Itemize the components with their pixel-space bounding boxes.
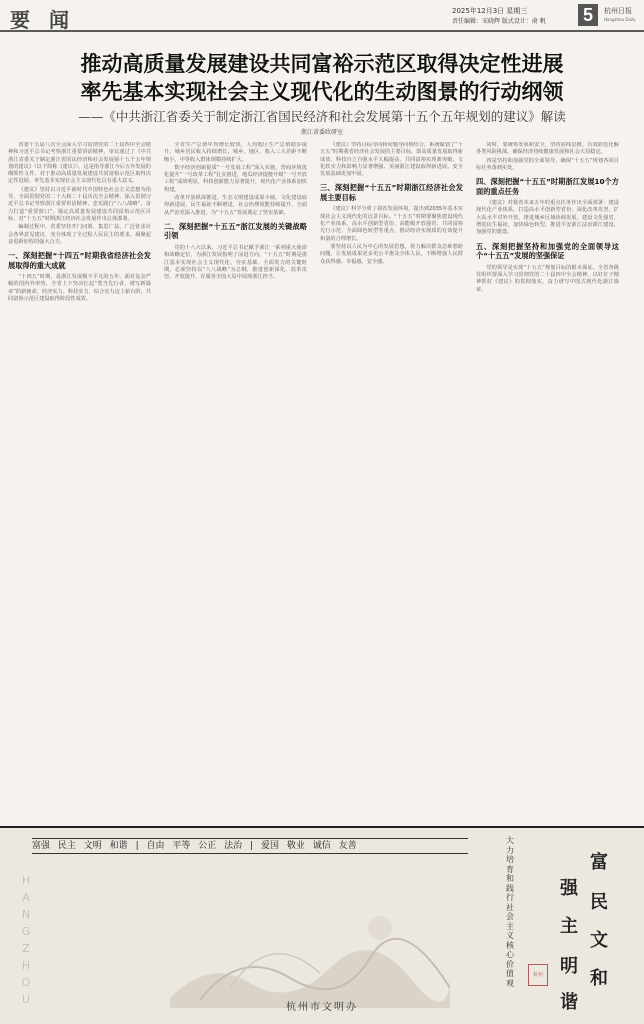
value-word: 和谐: [109, 841, 128, 851]
tagline-char: 会: [506, 912, 514, 921]
section-heading-4: 四、深刻把握“十五五”时期浙江发展10个方面的重点任务: [476, 177, 619, 196]
paragraph: 省委十五届八次全会深入学习贯彻党的二十届四中全会精神和习近平总书记考察浙江重要讲话精神，审议通过了《中共浙江省委关于制定浙江省国民经济和社会发展第十五个五年规划的建议》（以下简称《建议》）。这是指导浙江今后五年发展的纲领性文件，对于推动高质量发展建设共同富裕示范区取得决定性进展、率先基本实现社会主义现代化具有重大意义。: [8, 142, 151, 185]
byline: 浙江省委政研室: [300, 129, 343, 136]
tagline-char: 社: [506, 902, 514, 912]
value-word: 文明: [83, 841, 102, 851]
issue-date: 2025年12月3日 星期三: [452, 7, 528, 15]
value-word: 平等: [172, 841, 191, 851]
watermark-letter: U: [21, 993, 39, 1006]
watermark-letters: [20, 872, 40, 1008]
core-values-calligraphy: [560, 848, 620, 1013]
tagline-char: 培: [506, 855, 514, 864]
calligraphy-char: 富: [590, 852, 608, 873]
editor-credits: 责任编辑：宋晓辉 版式设计：俞 帆: [452, 18, 546, 25]
value-word: 公正: [198, 841, 217, 851]
watermark-letter: A: [22, 891, 38, 904]
tagline-char: 主: [506, 921, 514, 931]
tagline-char: 值: [506, 969, 514, 978]
calligraphy-char: 主: [560, 916, 578, 937]
tagline-char: 育: [506, 864, 514, 874]
paragraph: 改革开放纵深推进，生态文明建设成果丰硕，文化建设取得新进展，民生福祉不断增进，社会治理效能持续提升，全面从严治党深入推进，为“十五五”发展奠定了坚实基础。: [164, 195, 307, 216]
paragraph: 全省生产总值年均增长较快，人均地区生产总值稳步提升，城乡居民收入持续增长，城乡、地区、收入三大差距不断缩小，中等收入群体规模持续扩大。: [164, 142, 307, 163]
tagline-char: 和: [506, 874, 514, 883]
watermark-letter: H: [21, 959, 39, 972]
watermark-letter: N: [21, 908, 39, 921]
ad-tagline: [502, 836, 518, 988]
paragraph: “十四五”时期，是浙江发展极不平凡的五年。面对复杂严峻的国内外形势，全省上下坚决扛起“勇当先行者、谱写新篇章”的新使命，经济实力、科技实力、综合实力迈上新台阶，共同富裕示范区建设取得阶段性成效。: [8, 274, 151, 303]
tagline-char: 力: [506, 845, 514, 855]
article-column-3: [320, 142, 463, 826]
article-column-1: [8, 142, 151, 826]
tagline-char: 义: [506, 931, 514, 940]
paragraph: 编制过程中，省委坚持开门问策、集思广益，广泛征求社会各界意见建议，充分体现了全过程人民民主的要求，凝聚起奋进新征程的强大合力。: [8, 224, 151, 245]
paragraph: 《建议》对我省未来五年的重点任务作出全面部署：建设现代化产业体系，打造高水平创新型省份，深化改革攻坚，扩大高水平对外开放，推进城乡区域协调发展，建设文化强省，增进民生福祉，加快绿色转型，推进平安浙江法治浙江建设，加强党的建设。: [476, 200, 619, 236]
value-word: 敬业: [286, 841, 305, 851]
section-heading-2: 二、深刻把握“十五五”浙江发展的关键战略引领: [164, 221, 307, 241]
tagline-char: 大: [506, 836, 514, 845]
watermark-letter: Z: [22, 942, 38, 955]
subtitle: ——《中共浙江省委关于制定浙江省国民经济和社会发展第十五个五年规划的建议》解读: [78, 109, 566, 124]
tagline-char: 行: [506, 893, 514, 902]
calligraphy-char: 和: [590, 968, 608, 989]
paragraph: 《建议》科学分析了我省发展环境，提出到2035年基本实现社会主义现代化的远景目标。“十五五”时期要聚焦建设现代化产业体系、高水平创新型省份、高能级开放强省、共同富裕先行示范、全面绿色转型等重点，推动经济实现质的有效提升和量的合理增长。: [320, 206, 463, 242]
public-service-ad: [0, 828, 644, 1024]
calligraphy-char: 民: [590, 892, 608, 913]
value-word: 民主: [57, 841, 76, 851]
value-word: 爱国: [260, 841, 279, 851]
page-number: 5: [578, 4, 598, 26]
watermark-letter: G: [21, 925, 39, 938]
paragraph: 四是坚持和加强党的全面领导，确保“十五五”规划各项目标任务落到实处。: [476, 157, 619, 171]
article-column-2: [164, 142, 307, 826]
calligraphy-char: 强: [560, 878, 578, 899]
tagline-char: 核: [506, 940, 514, 950]
section-heading-3: 三、深刻把握“十五五”时期浙江经济社会发展主要目标: [320, 183, 463, 202]
paragraph: 要坚持以人民为中心的发展思想，着力解决群众急难愁盼问题，让发展成果更多更公平惠及全体人民，不断增强人民群众获得感、幸福感、安全感。: [320, 243, 463, 265]
red-seal: 杭州: [528, 964, 548, 986]
watermark-letter: O: [21, 976, 39, 989]
paragraph: 党的领导是实现“十五五”规划目标的根本保证。全省各级党组织要深入学习贯彻党的二十届四中全会精神，以钉钉子精神抓好《建议》的贯彻落实，奋力谱写中国式现代化浙江篇章。: [476, 264, 619, 293]
paragraph: 同时，要统筹发展和安全，坚持底线思维，有效防范化解各类风险挑战，确保经济持续健康发展和社会大局稳定。: [476, 142, 619, 156]
section-heading-1: 一、深刻把握“十四五”时期我省经济社会发展取得的重大成就: [8, 251, 151, 270]
watermark-letter: H: [21, 874, 39, 887]
value-word: 法治: [224, 841, 243, 851]
page-header: [0, 0, 644, 32]
paper-name-en: Hangzhou Daily: [604, 17, 636, 22]
tagline-char: 观: [506, 978, 514, 988]
value-word: 富强: [32, 841, 51, 851]
tagline-char: 心: [506, 950, 514, 959]
calligraphy-char: 谐: [560, 992, 578, 1013]
paragraph: 《建议》坚持目标导向和问题导向相结合，系统谋划了“十五五”时期我省经济社会发展的主要目标，即高质量发展取得新成效、科技自立自强水平大幅提高、共同富裕实现新突破、文化软实力和影响力显著增强、美丽浙江建设取得新进展、安全发展基础更加牢固。: [320, 142, 463, 178]
headline-line-1: 推动高质量发展建设共同富裕示范区取得决定性进展: [80, 51, 564, 76]
core-values-bar: 富强 民主 文明 和谐 | 自由 平等 公正 法治 | 爱国 敬业 诚信 友善: [32, 838, 468, 854]
section-label: 要 闻: [10, 8, 75, 32]
tagline-char: 价: [506, 959, 514, 969]
paragraph: 数字经济创新提质“一号发展工程”深入实施，营商环境优化提升“一号改革工程”扎实推进，地瓜经济提能升级“一号开放工程”成效明显，科技创新能力显著提升，现代化产业体系加快构建。: [164, 164, 307, 193]
calligraphy-char: 文: [590, 930, 608, 951]
ad-footer: 杭州市文明办: [286, 1002, 358, 1013]
paragraph: 《建议》坚持以习近平新时代中国特色社会主义思想为指导，全面贯彻党的二十大和二十届历次全会精神，深入贯彻习近平总书记考察浙江重要讲话精神，忠实践行“八八战略”，奋力打造“重要窗口”，锚定高质量发展建设共同富裕示范区目标，对“十五五”时期浙江经济社会发展作出总体部署。: [8, 186, 151, 222]
article-column-4: [476, 142, 619, 826]
paper-name: 杭州日报: [604, 7, 632, 15]
headline-line-2: 率先基本实现社会主义现代化的生动图景的行动纲领: [80, 79, 564, 104]
tagline-char: 践: [506, 883, 514, 893]
value-word: 友善: [338, 841, 357, 851]
ink-landscape-illustration: [170, 888, 450, 1008]
value-word: 诚信: [312, 841, 331, 851]
paragraph: 党的十八大以来，习近平总书记赋予浙江一系列重大使命和战略定位，为浙江发展指明了前进方向。“十五五”时期是浙江基本实现社会主义现代化、夯实基础、全面发力的关键时期，必须坚持以“八八战略”为总纲，推进创新深化、改革攻坚、开放提升，在服务全国大局中展现浙江担当。: [164, 244, 307, 281]
value-word: 自由: [146, 841, 165, 851]
calligraphy-char: 明: [560, 956, 578, 977]
section-heading-5: 五、深刻把握坚持和加强党的全面领导这个“十五五”发展的坚强保证: [476, 241, 619, 261]
